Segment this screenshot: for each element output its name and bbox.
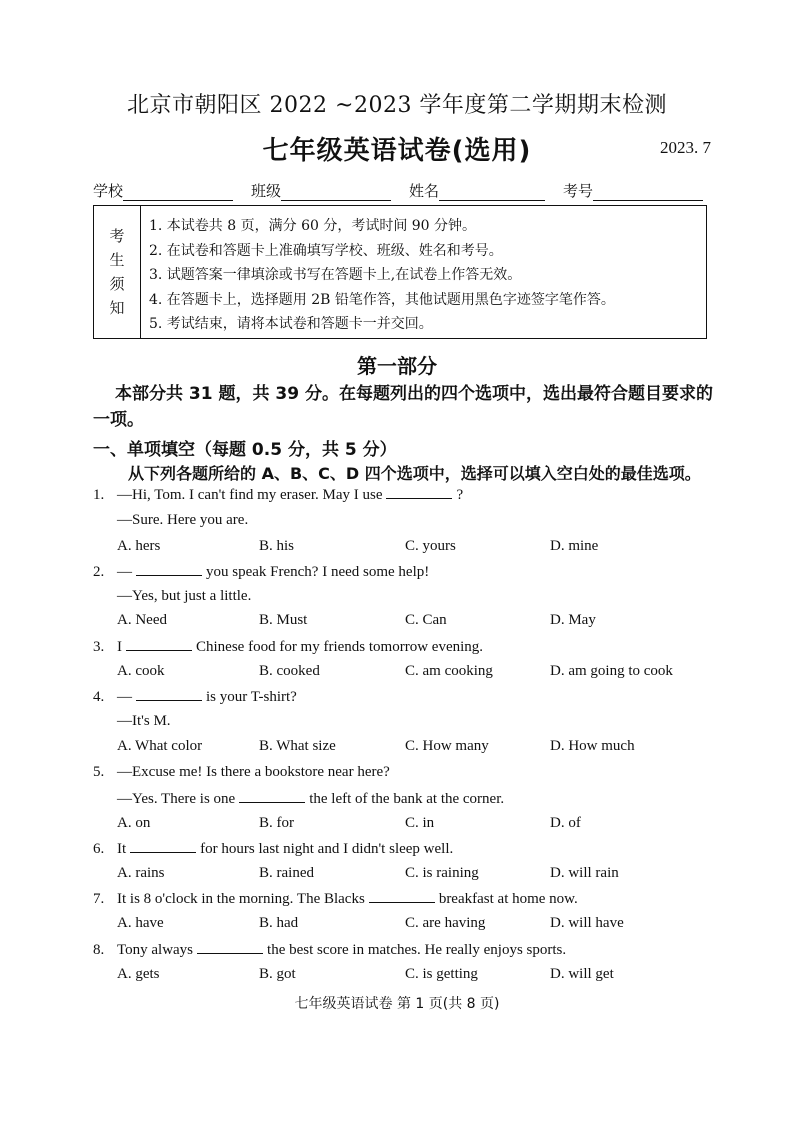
question-stem: Tony always [117,942,194,958]
question-number: 1. [93,487,105,503]
option-d: D. mine [550,538,599,554]
paper-title: 七年级英语试卷(选用) [262,136,532,166]
question-stem-end: breakfast at home now. [438,891,578,907]
info-blank [439,184,545,201]
notice-item: 2. 在试卷和答题卡上准确填写学校、班级、姓名和考号。 [149,242,503,259]
option-b: B. What size [259,738,336,754]
notice-list [141,206,615,338]
answer-blank [136,563,202,576]
question-number: 8. [93,942,105,958]
section-title: 一、单项填空（每题 0.5 分，共 5 分） [93,440,397,460]
answer-blank [239,790,305,803]
question-2-reply: —Yes, but just a little. [117,588,252,604]
option-d: D. will have [550,915,624,931]
option-b: B. for [259,815,294,831]
option-c: C. are having [405,915,486,931]
question-stem: It [117,841,127,857]
info-label: 姓名 [409,182,440,200]
info-blank [123,184,233,201]
question-5-reply [117,790,504,808]
notice-item: 5. 考试结束，请将本试卷和答题卡一并交回。 [149,316,433,332]
exam-title: 北京市朝阳区 2022 ~2023 学年度第二学期期末检测 [127,93,667,118]
notice-label [94,206,141,338]
option-a: A. hers [117,538,161,554]
student-info-row [93,180,713,201]
option-b: B. Must [259,612,308,628]
option-c: C. in [405,815,435,831]
question-stem-end: is your T-shirt? [206,689,297,705]
question-stem: — [117,564,132,580]
question-stem: I [117,639,122,655]
option-d: D. will rain [550,865,619,881]
option-a: A. Need [117,612,167,628]
part-title: 第一部分 [357,354,437,378]
notice-item: 1. 本试卷共 8 页，满分 60 分，考试时间 90 分钟。 [149,218,477,234]
option-c: C. Can [405,612,447,628]
notice-item: 3. 试题答案一律填涂或书写在答题卡上,在试卷上作答无效。 [149,267,522,283]
question-number: 4. [93,689,105,705]
answer-blank [386,486,452,499]
answer-blank [197,941,263,954]
option-b: B. got [259,966,296,982]
info-label: 班级 [251,182,282,200]
question-number: 5. [93,764,105,780]
notice-label-char: 知 [109,299,125,317]
question-stem: —Hi, Tom. I can't find my eraser. May I use [117,487,383,503]
option-d: D. of [550,815,581,831]
question-stem: It is 8 o'clock in the morning. The Blacks [117,891,365,907]
notice-label-char: 须 [109,275,125,293]
question-number: 6. [93,841,105,857]
notice-label-char: 考 [109,227,125,245]
answer-blank [136,688,202,701]
option-d: D. How much [550,738,635,754]
info-name [409,180,545,201]
question-8 [93,941,566,959]
info-label: 考号 [563,182,594,200]
answer-blank [130,840,196,853]
question-number: 3. [93,639,105,655]
question-4 [93,688,297,706]
option-c: C. is getting [405,966,478,982]
question-stem-end: you speak French? I need some help! [206,564,430,580]
notice-box [93,205,707,339]
question-1 [93,486,463,504]
question-stem: — [117,689,132,705]
notice-item: 4. 在答题卡上，选择题用 2B 铅笔作答，其他试题用黑色字迹签字笔作答。 [149,291,615,308]
reply-text-end: the left of the bank at the corner. [309,791,505,807]
info-class [251,180,391,201]
question-stem-end: Chinese food for my friends tomorrow evening. [196,639,484,655]
question-number: 2. [93,564,105,580]
question-stem: —Excuse me! Is there a bookstore near here? [117,764,390,780]
question-5 [93,764,390,781]
exam-date: 2023. 7 [660,138,711,157]
option-a: A. What color [117,738,203,754]
reply-text: —Yes. There is one [117,791,236,807]
info-blank [281,184,391,201]
info-exam-number [563,180,703,201]
option-b: B. cooked [259,663,320,679]
option-d: D. will get [550,966,614,982]
part-intro: 本部分共 31 题，共 39 分。在每题列出的四个选项中，选出最符合题目要求的一项。 [93,384,713,430]
option-c: C. How many [405,738,489,754]
question-stem-end: ? [456,487,464,503]
question-3 [93,638,483,656]
option-b: B. had [259,915,299,931]
option-c: C. yours [405,538,456,554]
question-stem-end: for hours last night and I didn't sleep well. [200,841,454,857]
option-a: A. have [117,915,164,931]
option-a: A. gets [117,966,160,982]
question-stem-end: the best score in matches. He really enjoys sports. [267,942,567,958]
section-instruction: 从下列各题所给的 A、B、C、D 四个选项中，选择可以填入空白处的最佳选项。 [128,464,701,483]
option-b: B. his [259,538,295,554]
notice-label-char: 生 [109,251,125,269]
question-number: 7. [93,891,105,907]
question-1-reply: —Sure. Here you are. [117,512,249,528]
question-7 [93,890,578,908]
question-2 [93,563,429,581]
info-school [93,180,233,201]
option-d: D. am going to cook [550,663,673,679]
question-4-reply: —It's M. [117,713,171,729]
option-a: A. cook [117,663,165,679]
option-c: C. is raining [405,865,479,881]
option-d: D. May [550,612,596,628]
option-a: A. rains [117,865,165,881]
option-b: B. rained [259,865,314,881]
option-c: C. am cooking [405,663,493,679]
question-6 [93,840,453,858]
info-label: 学校 [93,182,124,200]
info-blank [593,184,703,201]
page-footer: 七年级英语试卷 第 1 页(共 8 页) [294,996,500,1012]
answer-blank [369,890,435,903]
answer-blank [126,638,192,651]
option-a: A. on [117,815,151,831]
